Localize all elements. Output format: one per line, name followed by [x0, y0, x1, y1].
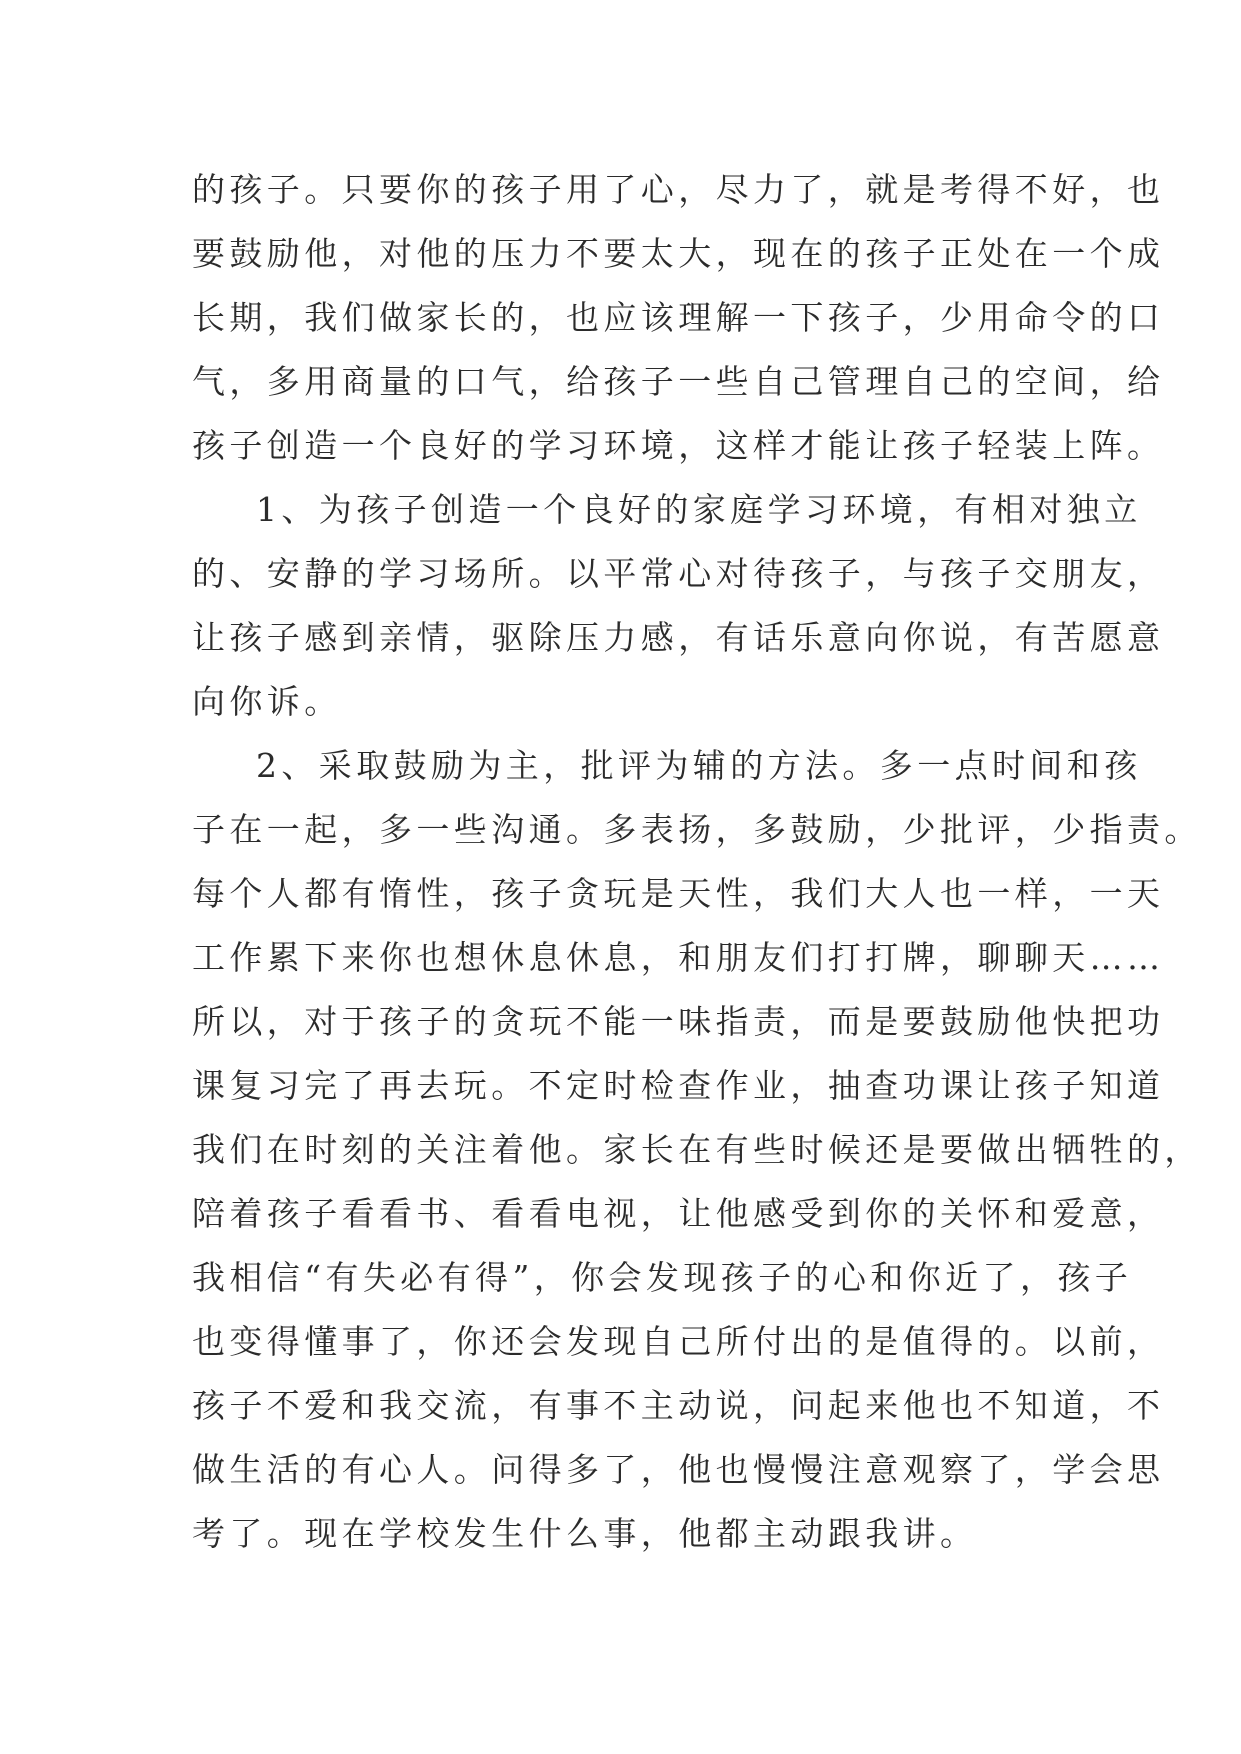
paragraph-2-first-line: 2、采取鼓励为主，批评为辅的方法。多一点时间和孩	[256, 746, 1142, 785]
text-line: 考了。现在学校发生什么事，他都主动跟我讲。	[192, 1514, 978, 1553]
text-line: 每个人都有惰性，孩子贪玩是天性，我们大人也一样，一天	[192, 874, 1165, 913]
text-line: 向你诉。	[192, 682, 342, 721]
text-line: 孩子创造一个良好的学习环境，这样才能让孩子轻装上阵。	[192, 426, 1165, 465]
text-line: 长期，我们做家长的，也应该理解一下孩子，少用命令的口	[192, 298, 1165, 337]
text-line: 让孩子感到亲情，驱除压力感，有话乐意向你说，有苦愿意	[192, 618, 1165, 657]
text-line: 课复习完了再去玩。不定时检查作业，抽查功课让孩子知道	[192, 1066, 1165, 1105]
text-line: 工作累下来你也想休息休息，和朋友们打打牌，聊聊天……	[192, 938, 1165, 977]
text-line: 子在一起，多一些沟通。多表扬，多鼓励，少批评，少指责。	[192, 810, 1202, 849]
text-line: 的、安静的学习场所。以平常心对待孩子，与孩子交朋友，	[192, 554, 1165, 593]
text-line: 气，多用商量的口气，给孩子一些自己管理自己的空间，给	[192, 362, 1165, 401]
text-line: 我们在时刻的关注着他。家长在有些时候还是要做出牺牲的，	[192, 1130, 1202, 1169]
document-body	[192, 158, 1202, 1566]
text-line: 陪着孩子看看书、看看电视，让他感受到你的关怀和爱意，	[192, 1194, 1165, 1233]
paragraph-1-first-line: 1、为孩子创造一个良好的家庭学习环境，有相对独立	[256, 490, 1142, 529]
text-line: 所以，对于孩子的贪玩不能一味指责，而是要鼓励他快把功	[192, 1002, 1165, 1041]
text-line: 孩子不爱和我交流，有事不主动说，问起来他也不知道，不	[192, 1386, 1165, 1425]
text-line: 要鼓励他，对他的压力不要太大，现在的孩子正处在一个成	[192, 234, 1165, 273]
text-line: 做生活的有心人。问得多了，他也慢慢注意观察了，学会思	[192, 1450, 1165, 1489]
text-line: 的孩子。只要你的孩子用了心，尽力了，就是考得不好，也	[192, 170, 1165, 209]
text-line: 我相信“有失必有得”，你会发现孩子的心和你近了，孩子	[192, 1258, 1133, 1297]
text-line: 也变得懂事了，你还会发现自己所付出的是值得的。以前，	[192, 1322, 1165, 1361]
